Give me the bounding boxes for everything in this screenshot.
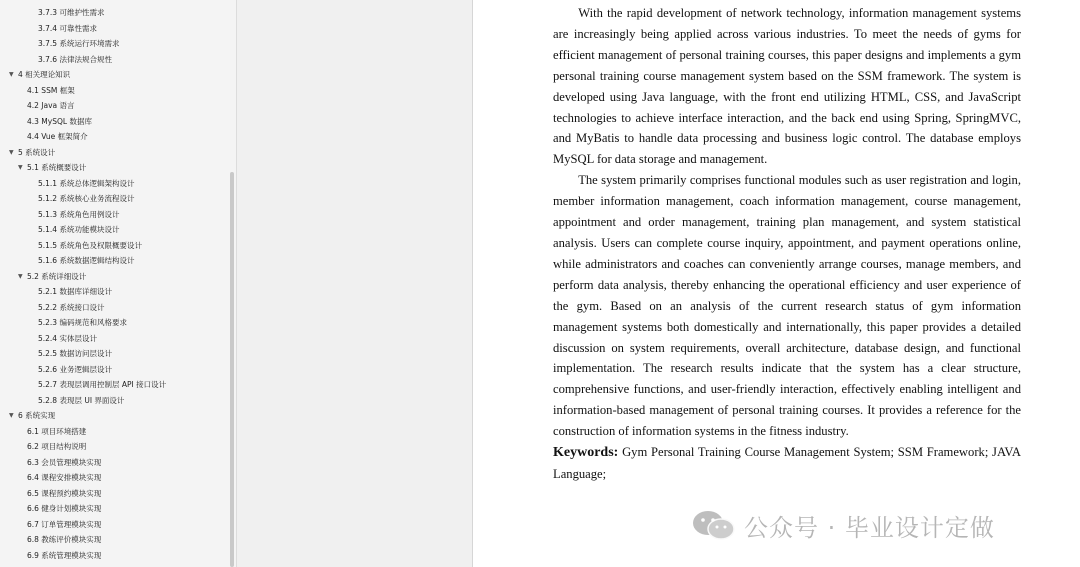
outline-item[interactable] <box>0 439 236 455</box>
keywords-label: Keywords: <box>553 445 619 461</box>
outline-item[interactable] <box>0 160 236 176</box>
outline-item-label: 5.2.7 表现层调用控制层 API 接口设计 <box>38 380 167 389</box>
outline-item[interactable] <box>0 284 236 300</box>
outline-item-label: 5.1.5 系统角色及权限概要设计 <box>38 240 142 250</box>
outline-item[interactable] <box>0 5 236 21</box>
outline-item[interactable] <box>0 300 236 316</box>
outline-item-label: 3.7.5 系统运行环境需求 <box>38 39 120 48</box>
outline-item-label: 5.1 系统概要设计 <box>27 163 87 172</box>
outline-item-label: 4 相关理论知识 <box>18 70 71 79</box>
outline-item[interactable] <box>0 98 236 114</box>
blank-pane <box>237 0 473 567</box>
wechat-icon <box>690 508 738 542</box>
abstract-paragraph-2: The system primarily comprises functional modules such as user registration and login, member information management, coach information management, course management, appointment and order management, training plan management, and system statistical analysis. Users can complete course inquiry, appointment, and payment operations online, while administrators and coaches can conveniently arrange courses, manage members, and perform data analysis, thereby enhancing the operational efficiency and user experience of the gym. Based on an analysis of the current research status of gym information management systems both domestically and internationally, this paper provides a detailed discussion on system requirements, overall architecture, database design, and functional implementation. The research results indicate that the system has a clear structure, comprehensive functions, and user-friendly interaction, effectively enabling intelligent and information-based management of personal training courses. It provides a reference for the construction of information systems in the fitness industry. <box>553 173 1021 439</box>
outline-item-label: 6.1 项目环境搭建 <box>27 426 87 436</box>
outline-item-label: 5.1.1 系统总体逻辑架构设计 <box>38 178 135 188</box>
outline-item[interactable] <box>0 470 236 486</box>
chevron-down-icon[interactable]: ▼ <box>9 412 14 419</box>
outline-list <box>0 5 236 563</box>
outline-item-label: 6.9 系统管理模块实现 <box>27 550 102 560</box>
keywords-line <box>553 442 1021 485</box>
outline-item[interactable] <box>0 393 236 409</box>
outline-item[interactable] <box>0 238 236 254</box>
outline-item-label: 4.4 Vue 框架简介 <box>27 132 88 141</box>
outline-item-label: 5.2.5 数据访问层设计 <box>38 349 112 358</box>
outline-scrollbar[interactable] <box>228 0 236 567</box>
outline-item[interactable] <box>0 486 236 502</box>
outline-item[interactable] <box>0 207 236 223</box>
outline-item[interactable] <box>0 83 236 99</box>
outline-item-label: 6.5 课程预约模块实现 <box>27 488 102 498</box>
watermark-text: 公众号 · 毕业设计定做 <box>744 513 995 542</box>
outline-item[interactable] <box>0 176 236 192</box>
outline-item-label: 6.2 项目结构说明 <box>27 442 87 451</box>
outline-item[interactable] <box>0 455 236 471</box>
outline-item-label: 6.6 健身计划模块实现 <box>27 504 102 513</box>
outline-panel <box>0 0 237 567</box>
keywords-text: Gym Personal Training Course Management System; SSM Framework; JAVA Language; <box>553 445 1021 481</box>
outline-item[interactable] <box>0 548 236 564</box>
outline-item-label: 4.2 Java 语言 <box>27 101 75 110</box>
outline-item[interactable] <box>0 21 236 37</box>
abstract-paragraph-1: With the rapid development of network technology, information management systems are increasingly being applied across various industries. To meet the needs of gyms for efficient management of personal training courses, this paper designs and implements a gym personal training course management system based on the SSM framework. The system is developed using Java language, with the front end utilizing HTML, CSS, and JavaScript technologies to achieve interface interaction, and the back end using Spring, SpringMVC, and MyBatis to handle data processing and business logic control. The database employs MySQL for data storage and management. <box>553 6 1021 167</box>
watermark <box>690 505 995 545</box>
outline-item[interactable] <box>0 222 236 238</box>
outline-item-label: 5.1.3 系统角色用例设计 <box>38 209 120 219</box>
outline-item-label: 5.2.1 数据库详细设计 <box>38 287 112 296</box>
outline-item[interactable] <box>0 331 236 347</box>
outline-item[interactable] <box>0 408 236 424</box>
document-page <box>473 0 1080 567</box>
abstract-body <box>553 3 1021 485</box>
outline-scrollbar-thumb[interactable] <box>230 172 234 567</box>
outline-item-label: 3.7.6 法律法规合规性 <box>38 54 112 64</box>
outline-item-label: 5.1.4 系统功能模块设计 <box>38 225 120 234</box>
outline-item[interactable] <box>0 36 236 52</box>
outline-item-label: 6.4 课程安排模块实现 <box>27 473 102 482</box>
outline-item[interactable] <box>0 517 236 533</box>
chevron-down-icon[interactable]: ▼ <box>9 71 14 78</box>
outline-item[interactable] <box>0 346 236 362</box>
outline-item-label: 6.8 教练评价模块实现 <box>27 535 102 544</box>
outline-item-label: 5.2.8 表现层 UI 界面设计 <box>38 395 125 405</box>
outline-item[interactable] <box>0 362 236 378</box>
outline-item-label: 5.1.6 系统数据逻辑结构设计 <box>38 256 135 265</box>
outline-item[interactable] <box>0 253 236 269</box>
outline-item[interactable] <box>0 191 236 207</box>
chevron-down-icon[interactable]: ▼ <box>18 164 23 171</box>
outline-item-label: 4.1 SSM 框架 <box>27 85 75 95</box>
outline-item-label: 3.7.4 可靠性需求 <box>38 23 97 33</box>
outline-item[interactable] <box>0 501 236 517</box>
outline-item-label: 5.1.2 系统核心业务流程设计 <box>38 194 135 203</box>
outline-item-label: 6.3 会员管理模块实现 <box>27 457 102 467</box>
outline-item-label: 5.2.6 业务逻辑层设计 <box>38 364 112 374</box>
outline-item-label: 6.7 订单管理模块实现 <box>27 519 102 529</box>
outline-item[interactable] <box>0 424 236 440</box>
outline-item-label: 3.7.3 可维护性需求 <box>38 8 105 17</box>
outline-item-label: 6 系统实现 <box>18 411 56 420</box>
outline-item[interactable] <box>0 67 236 83</box>
outline-item[interactable] <box>0 269 236 285</box>
outline-item-label: 4.3 MySQL 数据库 <box>27 116 92 126</box>
outline-item-label: 5.2.2 系统接口设计 <box>38 302 105 312</box>
outline-item-label: 5 系统设计 <box>18 147 56 157</box>
chevron-down-icon[interactable]: ▼ <box>18 272 23 280</box>
outline-item[interactable] <box>0 129 236 145</box>
outline-item-label: 5.2.4 实体层设计 <box>38 333 97 343</box>
outline-item[interactable] <box>0 377 236 393</box>
outline-item-label: 5.2.3 编码规范和风格要求 <box>38 318 127 327</box>
chevron-down-icon[interactable]: ▼ <box>9 148 14 156</box>
outline-item[interactable] <box>0 315 236 331</box>
outline-item[interactable] <box>0 114 236 130</box>
outline-item[interactable] <box>0 532 236 548</box>
outline-item-label: 5.2 系统详细设计 <box>27 271 87 281</box>
outline-item[interactable] <box>0 52 236 68</box>
outline-item[interactable] <box>0 145 236 161</box>
